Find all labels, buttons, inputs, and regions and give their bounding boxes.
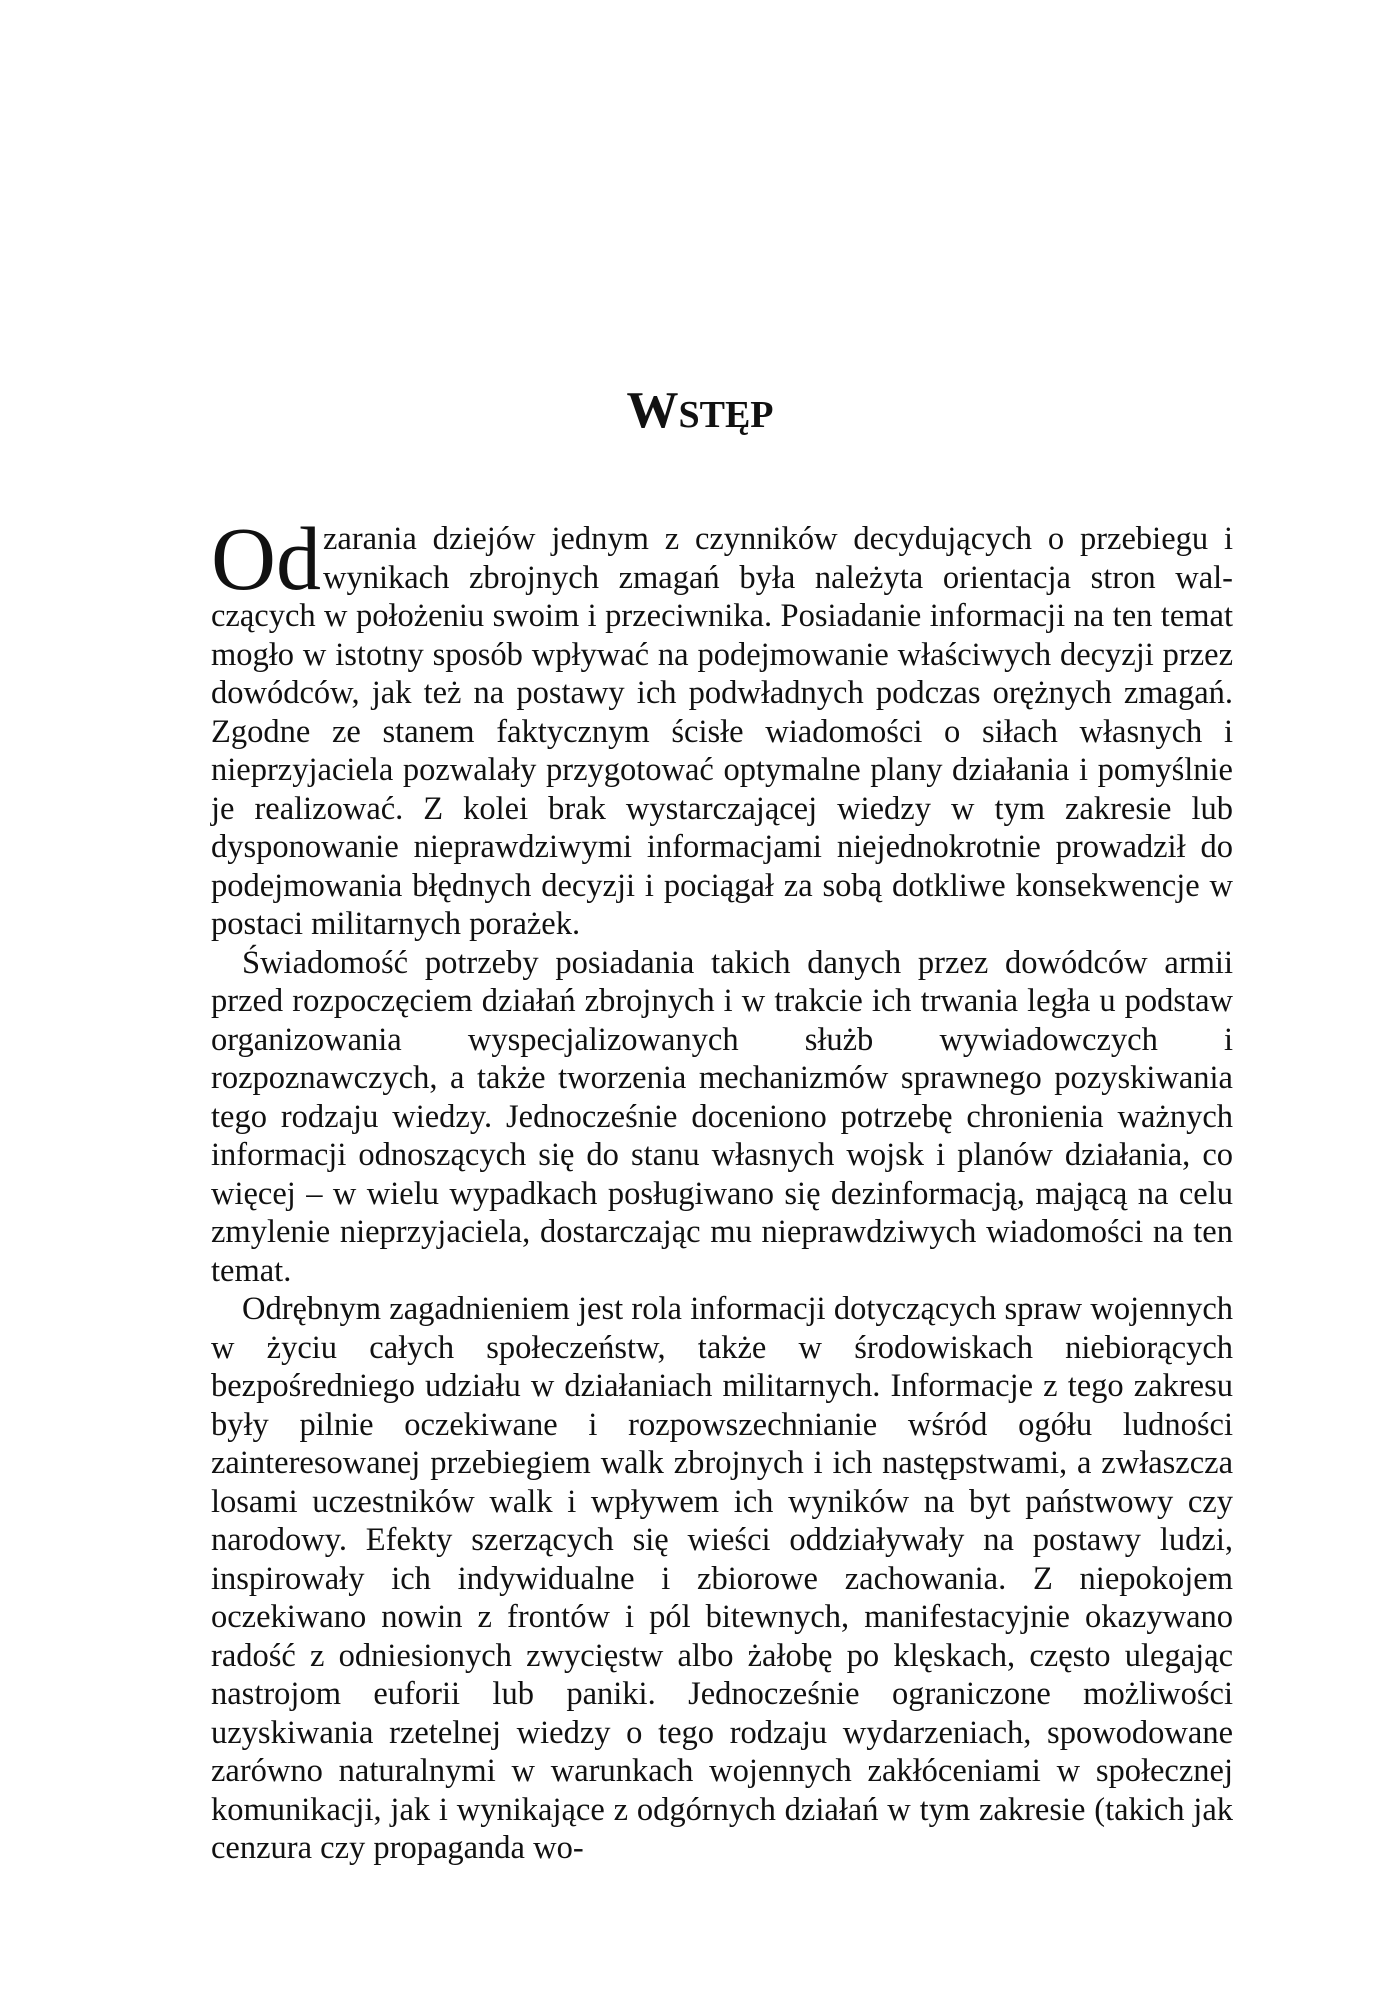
paragraph-1-text: zarania dziejów jednym z czynników decydujących o przebiegu i wynikach zbrojnych zmagań była należyta orientacja stron walczących w położeniu swoim i przeciwnika. Posiadanie informacji na ten temat mogło w istotny sposób wpływać na podejmowanie właściwych decyzji przez dowódców, jak też na postawy ich podwładnych podczas orężnych zmagań. Zgodne ze stanem faktycznym ścisłe wiadomości o siłach własnych i nieprzyjaciela pozwalały przygotować optymalne plany działania i pomyślnie je realizować. Z kolei brak wystarczającej wiedzy w tym zakresie lub dysponowanie nieprawdziwymi informacjami niejednokrotnie prowadził do podejmowania błędnych decyzji i pociągał za sobą dotkliwe konsekwencje w postaci militarnych porażek. bbox=[211, 521, 1233, 942]
paragraph-1 bbox=[211, 510, 1233, 944]
chapter-title bbox=[0, 381, 1400, 439]
paragraph-2: Świadomość potrzeby posiadania takich danych przez dowódców armii przed rozpoczęciem działań zbrojnych i w trakcie ich trwania legła u podstaw organizowania wyspecjalizowanych służb wywiadowczych i rozpoznawczych, a także tworzenia mechanizmów sprawnego pozyskiwania tego rodzaju wiedzy. Jednocześnie doceniono potrzebę chronienia ważnych informacji odnoszących się do stanu własnych wojsk i planów działania, co więcej – w wielu wypadkach posługiwano się dezinformacją, mającą na celu zmylenie nieprzyjaciela, dostarczając mu nieprawdziwych wiadomości na ten temat. bbox=[211, 944, 1233, 1289]
body-text bbox=[211, 510, 1233, 1868]
chapter-title-rest: STĘP bbox=[678, 393, 774, 436]
paragraph-3: Odrębnym zagadnieniem jest rola informacji dotyczących spraw wojennych w życiu całych społeczeństw, także w środowiskach niebiorących bezpośredniego udziału w działaniach militarnych. Informacje z tego zakresu były pilnie oczekiwane i rozpowszechnianie wśród ogółu ludności zainteresowanej przebiegiem walk zbrojnych i ich następstwami, a zwłaszcza losami uczestników walk i wpływem ich wyników na byt państwowy czy narodowy. Efekty szerzących się wieści oddziaływały na postawy ludzi, inspirowały ich indywidualne i zbiorowe zachowania. Z niepokojem oczekiwano nowin z frontów i pól bitewnych, manifestacyjnie okazywano radość z odniesionych zwycięstw albo żałobę po klęskach, często ulegając nastrojom euforii lub paniki. Jednocześnie ograniczone możliwości uzyskiwania rzetelnej wiedzy o tego rodzaju wydarzeniach, spowodowane zarówno naturalnymi w warunkach wojennych zakłóceniami w społecznej komunikacji, jak i wynikające z odgórnych działań w tym zakresie (takich jak cenzura czy propaganda wo- bbox=[211, 1291, 1233, 1866]
chapter-title-initial: W bbox=[626, 381, 679, 439]
drop-cap: Od bbox=[211, 510, 321, 609]
